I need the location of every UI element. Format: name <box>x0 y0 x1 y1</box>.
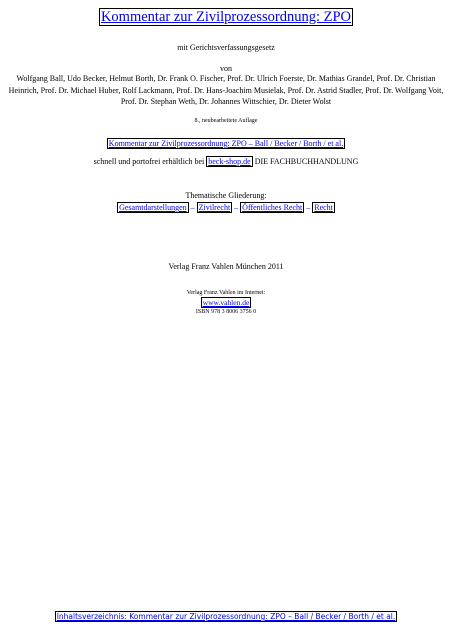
publisher-internet-label: Verlag Franz Vahlen im Internet: <box>186 290 266 296</box>
gliederung-separator: – <box>188 203 197 212</box>
promo-text <box>0 157 452 166</box>
publisher-url-row <box>0 298 452 307</box>
gliederung-separator: – <box>232 203 241 212</box>
promo-text-before: schnell und portofrei erhältlich bei <box>93 157 207 166</box>
title-link[interactable]: Kommentar zur Zivilprozessordnung: ZPO <box>100 9 352 25</box>
gliederung-link-zivilrecht[interactable]: Zivilrecht <box>198 203 231 212</box>
beck-shop-link[interactable]: beck-shop.de <box>208 157 251 166</box>
author-list: Wolfgang Ball, Udo Becker, Helmut Borth, Dr. Frank O. Fischer, Prof. Dr. Ulrich Foerste, Dr. Mathias Grandel, Prof. Dr. Christian Heinrich, Prof. Dr. Michael Huber, Rolf Lackmann, Prof. Dr. Hans-Joachim Musielak, Prof. Dr. Astrid Stadler, Prof. Dr. Wolfgang Voit, Prof. Dr. Stephan Weth, Dr. Johannes Wittschier, Dr. Dieter Wolst <box>8 74 444 106</box>
subtitle: mit Gerichtsverfassungsgesetz <box>177 43 275 52</box>
footer-row <box>0 612 452 621</box>
publisher-line: Verlag Franz Vahlen München 2011 <box>168 262 284 271</box>
promo-book-link[interactable]: Kommentar zur Zivilprozessordnung: ZPO – Ball / Becker / Borth / et al. <box>108 139 344 148</box>
gliederung-link-oeffentliches-recht[interactable]: Öffentliches Recht <box>242 203 303 212</box>
gliederung-link-gesamtdarstellungen[interactable]: Gesamtdarstellungen <box>119 203 187 212</box>
publisher-url-link[interactable]: www.vahlen.de <box>202 298 250 307</box>
promo-text-after: DIE FACHBUCHHANDLUNG <box>252 157 359 166</box>
gliederung-separator: – <box>304 203 313 212</box>
von-label: von <box>220 64 232 73</box>
gliederung-label: Thematische Gliederung: <box>185 191 267 200</box>
table-of-contents-link[interactable]: Inhaltsverzeichnis: Kommentar zur Zivilprozessordnung: ZPO – Ball / Becker / Borth / et al. <box>56 612 396 621</box>
title-row <box>0 9 452 26</box>
gliederung-links <box>0 203 452 212</box>
edition-label: 8., neubearbeitete Auflage <box>194 118 258 124</box>
isbn-line: ISBN 978 3 8006 3756 0 <box>195 309 257 315</box>
promo-link-row <box>0 139 452 148</box>
gliederung-link-recht[interactable]: Recht <box>314 203 333 212</box>
